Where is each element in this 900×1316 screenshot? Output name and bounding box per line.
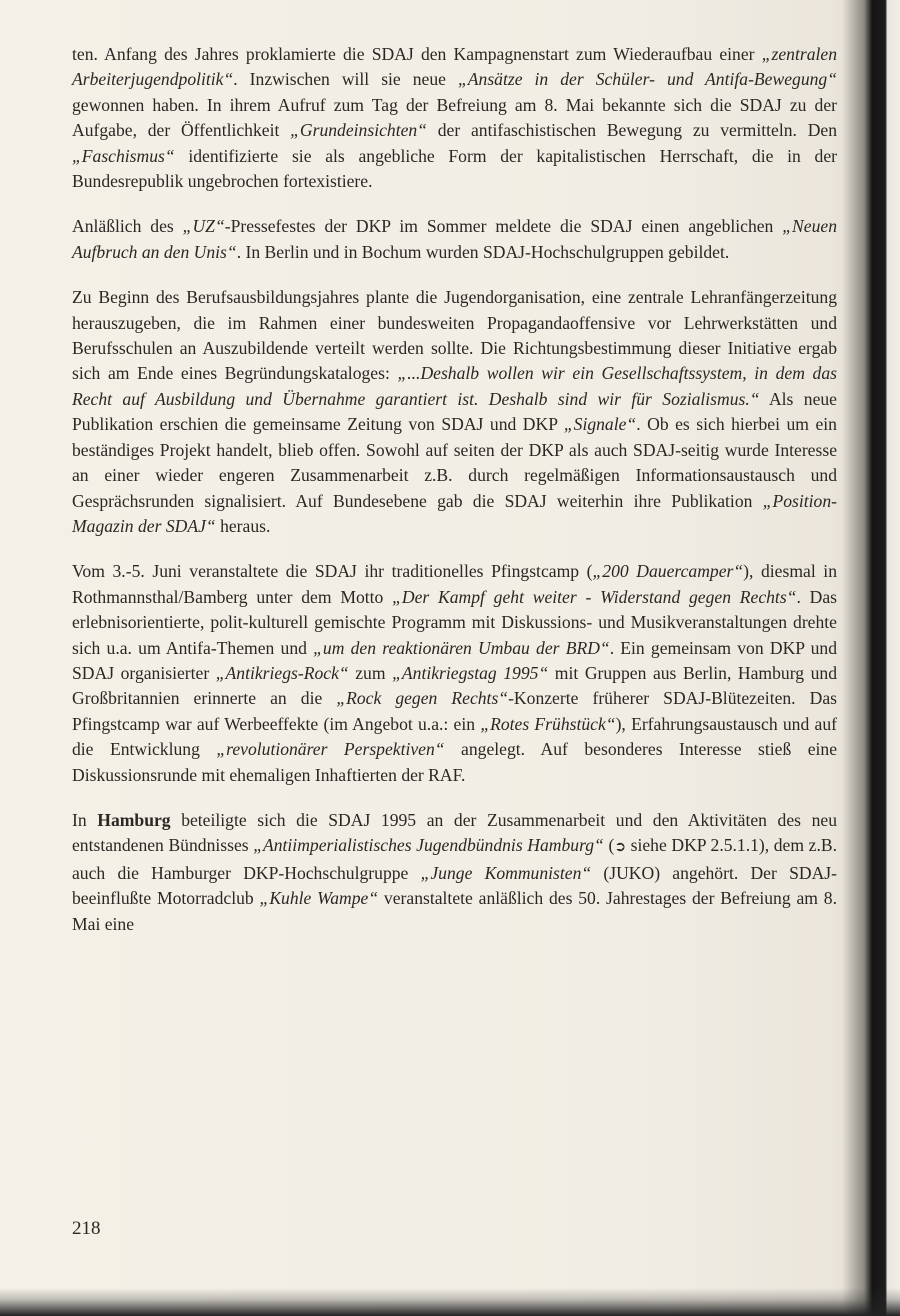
text-run: veranstaltete anläßlich des 50. Jahrestages der Befreiung am 8. Mai eine — [72, 888, 837, 934]
quoted-term: „zentralen Arbeiterjugendpolitik“ — [72, 44, 837, 90]
text-run: zum — [348, 662, 393, 683]
text-run: der antifaschistischen Bewegung zu vermitteln. Den — [426, 120, 838, 141]
page-bottom-edge-shadow — [0, 1288, 900, 1316]
text-run: ), Erfahrungsaustausch und auf die Entwicklung — [72, 713, 837, 760]
book-binding-shadow — [842, 0, 900, 1316]
text-run: In — [72, 809, 98, 830]
paragraph — [72, 285, 837, 539]
body-text-column — [72, 42, 837, 957]
quoted-term: „Antikriegs-Rock“ — [215, 662, 349, 683]
text-run: . In Berlin und in Bochum wurden SDAJ-Hochschulgruppen gebildet. — [236, 241, 730, 262]
text-run: -Konzerte früherer SDAJ-Blütezeiten. Das Pfingstcamp war auf Werbeeffekte (im Angebot u.a.: ein — [72, 688, 837, 734]
quoted-term: „Kuhle Wampe“ — [259, 888, 379, 909]
text-run: (JUKO) angehört. Der SDAJ-beeinflußte Motorradclub — [72, 862, 837, 909]
quoted-term: „UZ“ — [182, 216, 225, 237]
text-run: Vom 3.-5. Juni veranstaltete die SDAJ ihr traditionelles Pfingstcamp ( — [72, 561, 593, 582]
text-run: . Ein gemeinsam von DKP und SDAJ organisierter — [72, 637, 838, 683]
quoted-term: „...Deshalb wollen wir ein Gesellschaftssystem, in dem das Recht auf Ausbildung und Übernahme garantiert ist. Deshalb sind wir für Sozialismus.“ — [72, 363, 837, 409]
text-run: heraus. — [215, 515, 271, 536]
text-run: Anläßlich des — [72, 216, 183, 237]
text-run: beteiligte sich die SDAJ 1995 an der Zusammenarbeit und den Aktivitäten des neu entstandenen Bündnisses — [72, 809, 837, 856]
quoted-term: „200 Dauercamper“ — [592, 561, 744, 582]
text-run: ten. Anfang des Jahres proklamierte die SDAJ den Kampagnenstart zum Wiederaufbau einer — [72, 44, 762, 64]
quoted-term: „Rock gegen Rechts“ — [336, 688, 509, 709]
text-run: siehe DKP 2.5.1.1), dem z.B. auch die Hamburger DKP-Hochschulgruppe — [72, 835, 837, 883]
paragraph — [72, 42, 837, 194]
quoted-term: „Position-Magazin der SDAJ“ — [72, 490, 837, 536]
text-run: mit Gruppen aus Berlin, Hamburg und Großbritannien erinnerte an die — [72, 662, 837, 709]
paragraph — [72, 559, 837, 788]
paragraph — [72, 214, 837, 265]
quoted-term: „Antiimperialistisches Jugendbündnis Hamburg“ — [253, 835, 604, 856]
text-run: gewonnen haben. In ihrem Aufruf zum Tag der Befreiung am 8. Mai bekannte sich die SDAJ zu der Aufgabe, der Öffentlichkeit — [72, 94, 837, 141]
quoted-term: „Ansätze in der Schüler- und Antifa-Bewegung“ — [458, 69, 837, 90]
quoted-term: „Grundeinsichten“ — [290, 120, 427, 141]
text-run: . Ob es sich hierbei um ein beständiges Projekt handelt, blieb offen. Sowohl auf seiten der DKP als auch SDAJ-seitig wurde Interesse an einer wieder engeren Zusammenarbeit z.B. durch regelmäßigen Informationsaustausch und Gesprächsrunden signalisiert. Auf Bundesebene gab die SDAJ weiterhin ihre Publikation — [72, 414, 837, 511]
text-run: -Pressefestes der DKP im Sommer meldete die SDAJ einen angeblichen — [224, 216, 783, 237]
quoted-term: „um den reaktionären Umbau der BRD“ — [313, 637, 610, 658]
quoted-term: „Signale“ — [563, 414, 637, 435]
location-heading: Hamburg — [97, 809, 171, 830]
quoted-term: „Rotes Frühstück“ — [480, 713, 616, 734]
text-run: angelegt. Auf besonderes Interesse stieß eine Diskussionsrunde mit ehemaligen Inhaftierten der RAF. — [72, 739, 838, 785]
quoted-term: „Der Kampf geht weiter - Widerstand gegen Rechts“ — [392, 586, 797, 607]
page-number: 218 — [72, 1218, 101, 1239]
text-run: ( — [603, 835, 615, 856]
quoted-term: „Faschismus“ — [72, 145, 175, 166]
text-run: ), diesmal in Rothmannsthal/Bamberg unter dem Motto — [72, 561, 837, 607]
text-run: identifizierte sie als angebliche Form der kapitalistischen Herrschaft, die in der Bundesrepublik ungebrochen fortexistiere. — [72, 145, 837, 192]
quoted-term: „Antikriegstag 1995“ — [392, 662, 549, 683]
paragraph — [72, 808, 837, 937]
quoted-term: „revolutionärer Perspektiven“ — [216, 739, 445, 760]
cross-reference-arrow-icon: ➲ — [614, 839, 627, 856]
text-run: Als neue Publikation erschien die gemeinsame Zeitung von SDAJ und DKP — [72, 388, 837, 435]
quoted-term: „Junge Kommunisten“ — [420, 862, 592, 883]
text-run: . Inzwischen will sie neue — [233, 69, 458, 90]
quoted-term: „Neuen Aufbruch an den Unis“ — [72, 216, 837, 262]
text-run: . Das erlebnisorientierte, polit-kulturell gemischte Programm mit Diskussions- und Musikveranstaltungen drehte sich u.a. um Antifa-Themen und — [72, 586, 837, 658]
text-run: Zu Beginn des Berufsausbildungsjahres plante die Jugendorganisation, eine zentrale Lehranfängerzeitung herauszugeben, die im Rahmen einer bundesweiten Propagandaoffensive vor Lehrwerkstätten und Berufsschulen an Auszubildende verteilt werden sollte. Die Richtungsbestimmung dieser Initiative ergab sich am Ende eines Begründungskataloges: — [72, 287, 837, 384]
